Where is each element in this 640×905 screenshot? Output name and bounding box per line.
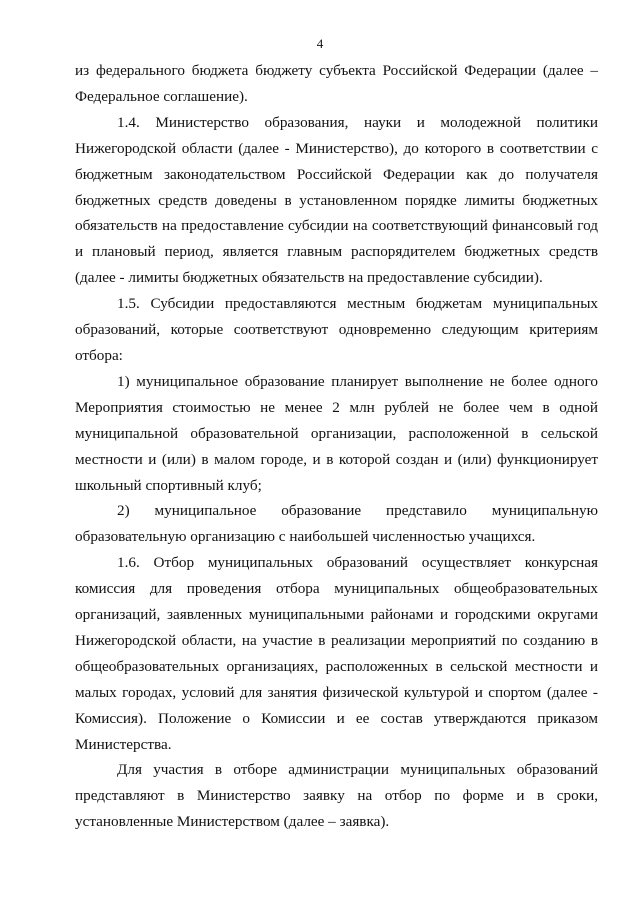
document-body — [75, 58, 598, 835]
paragraph-1-5: 1.5. Субсидии предоставляются местным бюджетам муниципальных образований, которые соответствуют одновременно следующим критериям отбора: — [75, 295, 598, 364]
paragraph-application: Для участия в отборе администрации муниципальных образований представляют в Министерство заявку на отбор по форме и в сроки, установленные Министерством (далее – заявка). — [75, 761, 598, 831]
paragraph-1-4: 1.4. Министерство образования, науки и молодежной политики Нижегородской области (далее - Министерство), до которого в соответствии с бюджетным законодательством Российской Федерации как до получателя бюджетных средств доведены в установленном порядке лимиты бюджетных обязательств на предоставление субсидии на соответствующий финансовый год и плановый период, является главным распорядителем бюджетных средств (далее - лимиты бюджетных обязательств на предоставление субсидии). — [75, 113, 598, 287]
paragraph-criterion-1: 1) муниципальное образование планирует выполнение не более одного Мероприятия стоимостью не менее 2 млн рублей не более чем в одной муниципальной образовательной организации, расположенной в сельской местности и (или) в малом городе, и в которой создан и (или) функционирует школьный спортивный клуб; — [75, 372, 598, 494]
page-number: 4 — [316, 36, 324, 51]
paragraph-criterion-2: 2) муниципальное образование представило муниципальную образовательную организацию с наибольшей численностью учащихся. — [75, 502, 598, 546]
paragraph-1-6: 1.6. Отбор муниципальных образований осуществляет конкурсная комиссия для проведения отбора муниципальных общеобразовательных организаций, заявленных муниципальными районами и городскими округами Нижегородской области, на участие в реализации мероприятий по созданию в общеобразовательных организациях, расположенных в сельской местности и малых городах, условий для занятия физической культурой и спортом (далее - Комиссия). Положение о Комиссии и ее состав утверждаются приказом Министерства. — [75, 554, 598, 753]
paragraph-continuation: из федерального бюджета бюджету субъекта Российской Федерации (далее – Федеральное соглашение). — [75, 62, 598, 105]
